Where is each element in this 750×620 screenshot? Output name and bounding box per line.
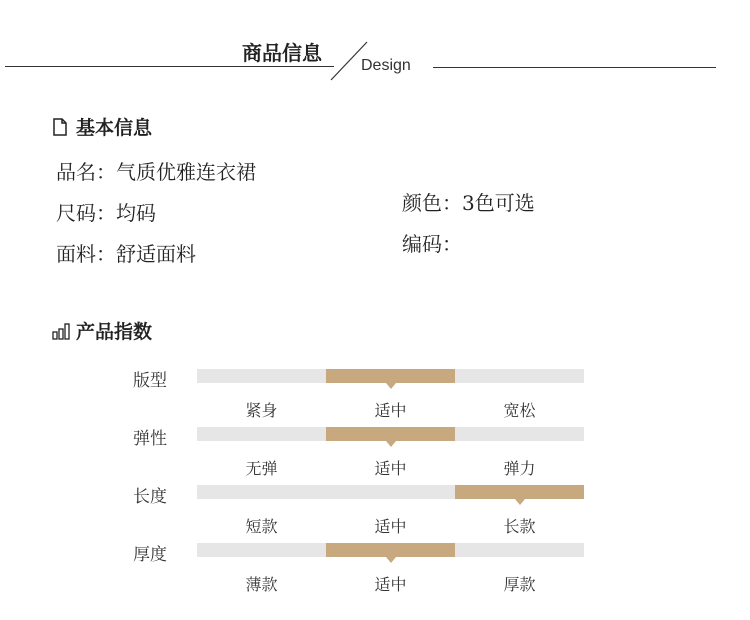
info-label: 颜色 [402,191,442,215]
index-option: 适中 [374,401,407,420]
product-index-heading [52,317,152,344]
info-row-fabric [56,238,196,267]
info-row-color [402,187,535,216]
info-label: 面料 [56,242,96,266]
header-slash [0,0,750,100]
info-sep: ： [442,232,462,256]
basic-info-heading [52,113,152,140]
index-option: 适中 [374,575,407,594]
document-icon [52,118,68,136]
info-value: 舒适面料 [116,242,196,266]
index-option: 厚款 [503,575,536,594]
index-option: 适中 [374,459,407,478]
info-label: 编码 [402,232,442,256]
index-bar-selected [326,427,455,441]
index-bar-selected [455,485,584,499]
product-index-heading-text: 产品指数 [76,321,153,343]
page-title: 商品信息 [242,41,322,65]
info-sep: ： [96,242,116,266]
index-option: 薄款 [245,575,278,594]
index-option: 短款 [245,517,278,536]
index-bar-track [197,485,584,499]
index-option: 弹力 [503,459,536,478]
index-bar-selected [326,543,455,557]
info-row-name [56,156,256,185]
index-option: 宽松 [503,401,536,420]
index-pointer-icon [386,557,396,563]
index-label: 厚度 [133,545,167,565]
page-subtitle: Design [361,57,411,74]
index-bar-track [197,427,584,441]
info-label: 品名 [56,160,96,184]
info-label: 尺码 [56,201,96,225]
info-row-code [402,228,462,257]
index-bar-track [197,543,584,557]
info-sep: ： [96,201,116,225]
index-pointer-icon [515,499,525,505]
index-option: 紧身 [245,401,278,420]
index-bar-selected [326,369,455,383]
index-label: 版型 [133,371,167,391]
index-bar-track [197,369,584,383]
basic-info-heading-text: 基本信息 [76,117,153,139]
index-label: 长度 [133,487,167,507]
index-pointer-icon [386,441,396,447]
index-option: 长款 [503,517,536,536]
bar-chart-icon [52,322,68,340]
index-option: 无弹 [245,459,278,478]
index-label: 弹性 [133,429,167,449]
info-value: 3色可选 [462,191,535,215]
info-row-size [56,197,156,226]
info-value: 均码 [116,201,156,225]
info-sep: ： [96,160,116,184]
info-value: 气质优雅连衣裙 [116,160,256,184]
index-option: 适中 [374,517,407,536]
info-sep: ： [442,191,462,215]
index-pointer-icon [386,383,396,389]
